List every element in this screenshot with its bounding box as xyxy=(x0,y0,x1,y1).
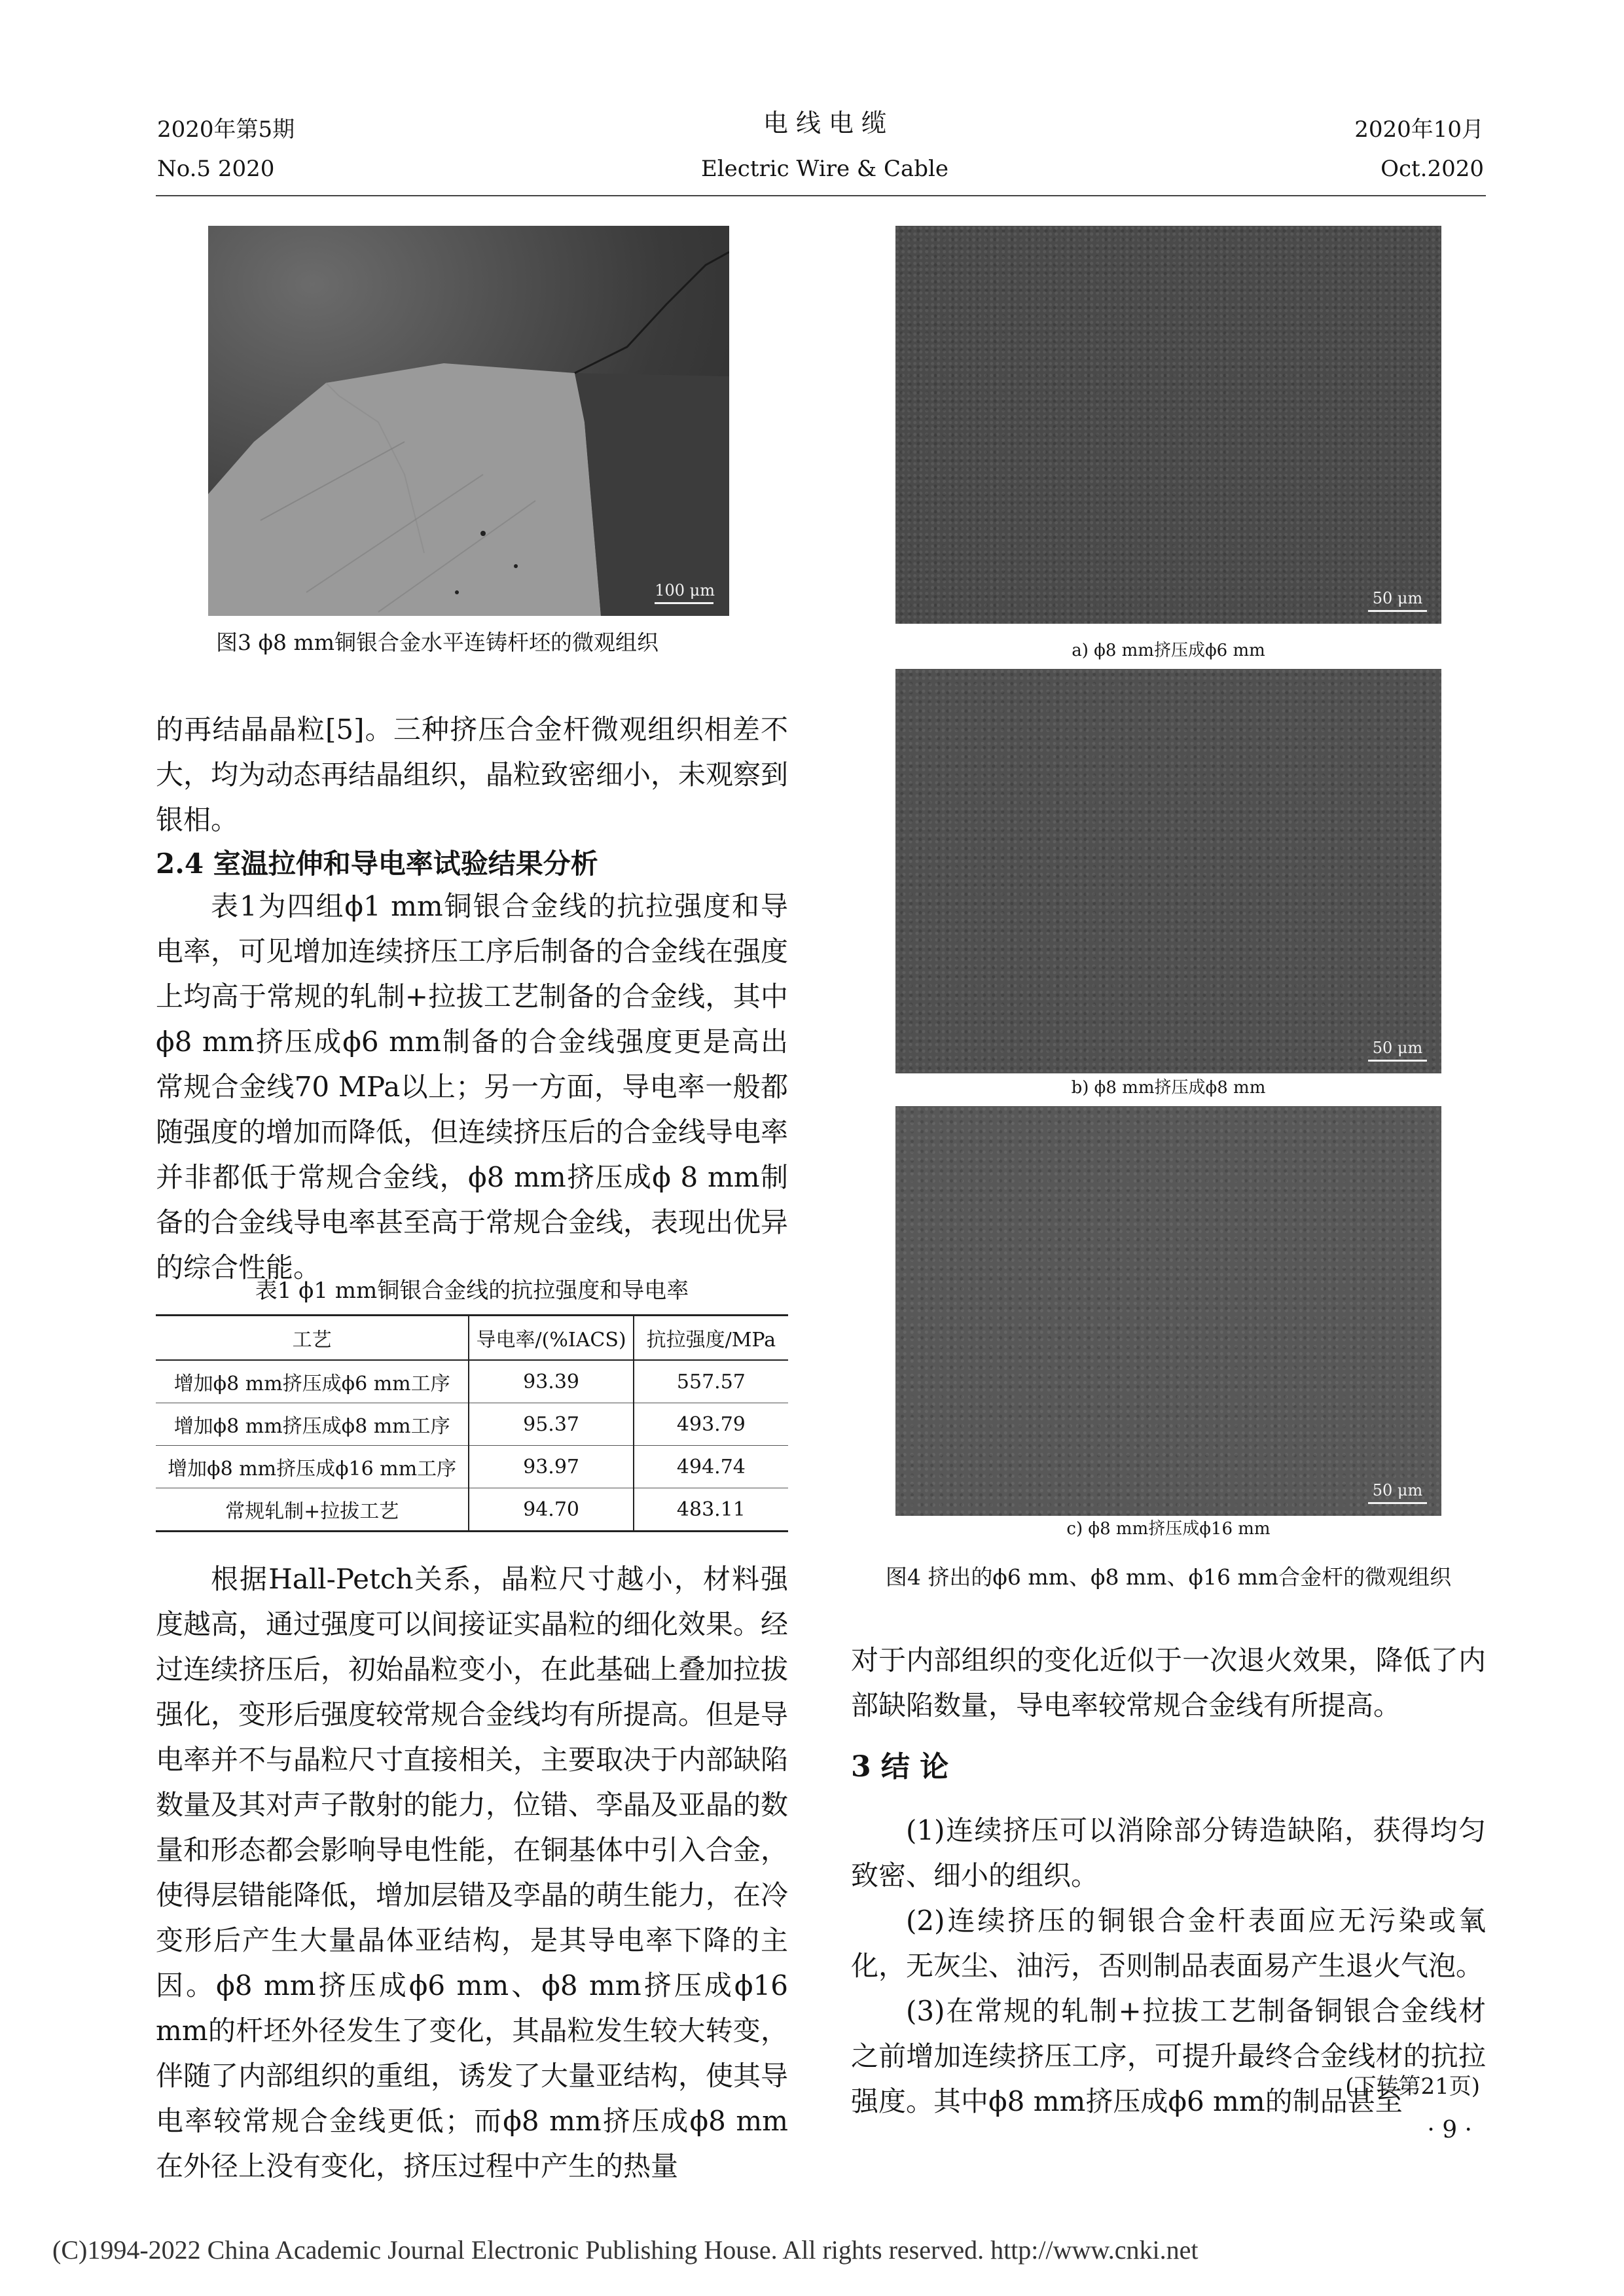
fig4a-scale-bar: 50 μm xyxy=(1368,589,1427,612)
journal-issue-en: No.5 2020 xyxy=(157,156,275,182)
table1-header-process: 工艺 xyxy=(156,1316,469,1361)
copyright-footer: (C)1994-2022 China Academic Journal Electronic Publishing House. All rights reserved. http://www.cnki.net xyxy=(52,2235,1199,2265)
section-3-heading: 3 结 论 xyxy=(851,1750,949,1784)
fig4c-micrograph xyxy=(895,1106,1441,1516)
journal-date-cn: 2020年10月 xyxy=(1354,117,1484,143)
left-para-1: 的再结晶晶粒[5]。三种挤压合金杆微观组织相差不大，均为动态再结晶组织，晶粒致密细小，未观察到银相。 xyxy=(156,713,789,836)
table-row: 增加ϕ8 mm挤压成ϕ8 mm工序 95.37 493.79 xyxy=(156,1403,788,1446)
left-para-2: 表1为四组ϕ1 mm铜银合金线的抗拉强度和导电率，可见增加连续挤压工序后制备的合金线在强度上均高于常规的轧制+拉拔工艺制备的合金线，其中ϕ8 mm挤压成ϕ6 mm制备的合金线强度更是高出常规合金线70 MPa以上；另一方面，导电率一般都随强度的增加而降低，但连续挤压后的合金线导电率并非都低于常规合金线，ϕ8 mm挤压成ϕ 8 mm制备的合金线导电率甚至高于常规合金线，表现出优异的综合性能。 xyxy=(156,890,789,1283)
fig4-caption: 图4 挤出的ϕ6 mm、ϕ8 mm、ϕ16 mm合金杆的微观组织 xyxy=(885,1564,1452,1590)
table1-title: 表1 ϕ1 mm铜银合金线的抗拉强度和导电率 xyxy=(255,1278,689,1304)
section-2-4-heading: 2.4 室温拉伸和导电率试验结果分析 xyxy=(156,848,598,880)
fig3-scale-bar: 100 μm xyxy=(655,581,715,604)
table1-header-conductivity: 导电率/(%IACS) xyxy=(469,1316,633,1361)
right-para-1: 对于内部组织的变化近似于一次退火效果，降低了内部缺陷数量，导电率较常规合金线有所提高。 xyxy=(851,1644,1486,1721)
table1 xyxy=(156,1314,788,1532)
table1-header-strength: 抗拉强度/MPa xyxy=(646,1329,776,1352)
table-row: 增加ϕ8 mm挤压成ϕ6 mm工序 93.39 557.57 xyxy=(156,1360,788,1403)
fig4c-subcaption: c) ϕ8 mm挤压成ϕ16 mm xyxy=(1066,1519,1271,1539)
continued-note: (下转第21页) xyxy=(1345,2073,1480,2100)
table-row: 常规轧制+拉拔工艺 94.70 483.11 xyxy=(156,1488,788,1532)
fig4a-subcaption: a) ϕ8 mm挤压成ϕ6 mm xyxy=(1072,641,1265,660)
fig3-caption: 图3 ϕ8 mm铜银合金水平连铸杆坯的微观组织 xyxy=(216,630,659,655)
header-rule xyxy=(156,195,1486,196)
fig3-micrograph xyxy=(208,226,729,616)
fig4b-subcaption: b) ϕ8 mm挤压成ϕ8 mm xyxy=(1071,1078,1266,1098)
conclusion-item-3: (3)在常规的轧制+拉拔工艺制备铜银合金线材之前增加连续挤压工序，可提升最终合金线材的抗拉强度。其中ϕ8 mm挤压成ϕ6 mm的制品甚至 xyxy=(851,1995,1486,2117)
fig4a-micrograph xyxy=(895,226,1441,624)
conclusion-item-2: (2)连续挤压的铜银合金杆表面应无污染或氧化，无灰尘、油污，否则制品表面易产生退火气泡。 xyxy=(851,1905,1486,1982)
left-para-3: 根据Hall-Petch关系，晶粒尺寸越小，材料强度越高，通过强度可以间接证实晶粒的细化效果。经过连续挤压后，初始晶粒变小，在此基础上叠加拉拔强化，变形后强度较常规合金线均有所提高。但是导电率并不与晶粒尺寸直接相关，主要取决于内部缺陷数量及其对声子散射的能力，位错、孪晶及亚晶的数量和形态都会影响导电性能，在铜基体中引入合金，使得层错能降低，增加层错及孪晶的萌生能力，在冷变形后产生大量晶体亚结构，是其导电率下降的主因。ϕ8 mm挤压成ϕ6 mm、ϕ8 mm挤压成ϕ16 mm的杆坯外径发生了变化，其晶粒发生较大转变，伴随了内部组织的重组，诱发了大量亚结构，使其导电率较常规合金线更低；而ϕ8 mm挤压成ϕ8 mm在外径上没有变化，挤压过程中产生的热量 xyxy=(156,1563,789,2182)
journal-issue-cn: 2020年第5期 xyxy=(157,117,295,143)
fig4b-scale-bar: 50 μm xyxy=(1368,1039,1427,1062)
journal-title-en: Electric Wire & Cable xyxy=(700,156,949,182)
fig3-grain-structure xyxy=(208,226,729,616)
conclusion-item-1: (1)连续挤压可以消除部分铸造缺陷，获得均匀致密、细小的组织。 xyxy=(851,1814,1486,1892)
page-number: · 9 · xyxy=(1427,2117,1472,2144)
table-row: 增加ϕ8 mm挤压成ϕ16 mm工序 93.97 494.74 xyxy=(156,1446,788,1488)
fig4c-scale-bar: 50 μm xyxy=(1368,1481,1427,1504)
fig4b-micrograph xyxy=(895,669,1441,1073)
journal-title-cn: 电 线 电 缆 xyxy=(763,109,887,137)
journal-date-en: Oct.2020 xyxy=(1380,156,1484,182)
